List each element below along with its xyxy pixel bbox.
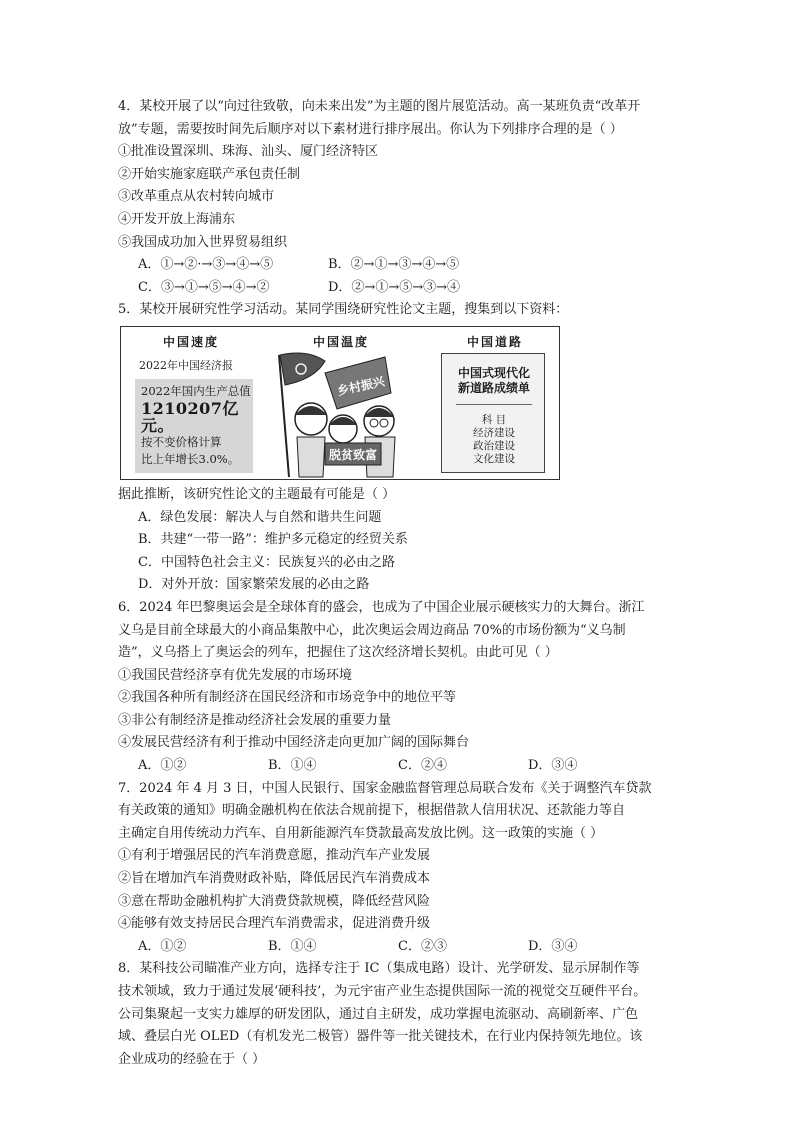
q8-stem-line: 域、叠层白光 OLED（有机发光二极管）器件等一批关键技术，在行业内保持领先地位。该 xyxy=(118,1029,643,1045)
q6-stem-line: 义乌是目前全球最大的小商品集散中心，此次奥运会周边商品 70%的市场份额为“义乌制 xyxy=(118,622,626,638)
exam-content xyxy=(118,96,678,1071)
q5-stem: 5．某校开展研究性学习活动。某同学围绕研究性论文主题，搜集到以下资料： xyxy=(118,302,569,318)
q7-stem-line: 7．2024 年 4 月 3 日，中国人民银行、国家金融监督管理总局联合发布《关于调整汽车贷款 xyxy=(118,780,652,796)
q6-option-b[interactable]: B．①④ xyxy=(268,758,317,774)
q6-item: ③非公有制经济是推动经济社会发展的重要力量 xyxy=(118,712,392,728)
q7-stem-line: 主确定自用传统动力汽车、自用新能源汽车贷款最高发放比例。这一政策的实施（ ） xyxy=(118,825,604,841)
q4-item: ①批准设置深圳、珠海、汕头、厦门经济特区 xyxy=(118,144,379,160)
subject-item: 政治建设 xyxy=(473,439,515,452)
q8-stem-line: 技术领域，致力于通过发展‘硬科技’，为元宇宙产业生态提供国际一流的视觉交互硬件平台。 xyxy=(118,984,647,999)
gdp-line: 按不变价格计算 xyxy=(141,434,222,449)
q7-option-a[interactable]: A．①② xyxy=(138,938,187,954)
q5-option-c[interactable]: C．中国特色社会主义：民族复兴的必由之路 xyxy=(138,554,395,570)
q7-item: ④能够有效支持居民合理汽车消费需求，促进消费升级 xyxy=(118,916,431,932)
q4-item: ④开发开放上海浦东 xyxy=(118,211,236,227)
q6-item: ②我国各种所有制经济在国民经济和市场竞争中的地位平等 xyxy=(118,690,457,706)
q5-figure xyxy=(120,326,560,480)
divider xyxy=(456,404,532,405)
q6-stem-line: 6．2024 年巴黎奥运会是全球体育的盛会，也成为了中国企业展示硬核实力的大舞台。浙江 xyxy=(118,599,645,615)
q4-options-row xyxy=(118,254,678,277)
panel-title: 中国温度 xyxy=(313,334,370,349)
q4-option-a[interactable]: A．①→②·→③→④→⑤ xyxy=(138,257,274,273)
q7-option-c[interactable]: C．②③ xyxy=(398,938,447,954)
question-4 xyxy=(118,96,678,299)
q4-item: ③改革重点从农村转向城市 xyxy=(118,189,275,205)
q4-option-c[interactable]: C．③→①→⑤→④→② xyxy=(138,279,270,295)
q4-item: ②开始实施家庭联产承包责任制 xyxy=(118,166,301,182)
q5-option-b[interactable]: B．共建“一带一路”：维护多元稳定的经贸关系 xyxy=(138,532,408,548)
subject-item: 经济建设 xyxy=(473,426,515,439)
subject-item: 文化建设 xyxy=(473,452,515,465)
q7-option-b[interactable]: B．①④ xyxy=(268,938,317,954)
q6-item: ④发展民营经济有利于推动中国经济走向更加广阔的国际舞台 xyxy=(118,735,470,751)
gdp-value: 1210207亿元。 xyxy=(141,398,239,435)
q4-stem-line: 放”专题，需要按时间先后顺序对以下素材进行排序展出。你认为下列排序合理的是（ ） xyxy=(118,121,623,137)
sign-text: 脱贫致富 xyxy=(329,447,378,462)
q7-stem-line: 有关政策的通知》明确金融机构在依法合规前提下，根据借款人信用状况、还款能力等自 xyxy=(118,803,626,819)
q6-item: ①我国民营经济享有优先发展的市场环境 xyxy=(118,667,353,683)
q6-option-d[interactable]: D．③④ xyxy=(528,758,578,774)
q5-after: 据此推断，该研究性论文的主题最有可能是（ ） xyxy=(118,486,396,502)
banner-text: 乡村振兴 xyxy=(335,374,386,398)
gdp-growth: 比上年增长3.0%。 xyxy=(141,451,240,466)
document-title-line: 中国式现代化 xyxy=(457,365,530,380)
q7-item: ②旨在增加汽车消费财政补贴，降低居民汽车消费成本 xyxy=(118,871,431,887)
panel-title: 中国道路 xyxy=(467,334,524,349)
q7-item: ①有利于增强居民的汽车消费意愿，推动汽车产业发展 xyxy=(118,848,431,864)
question-5 xyxy=(118,299,678,597)
q4-option-b[interactable]: B．②→①→③→④→⑤ xyxy=(328,257,460,273)
gdp-line: 2022年国内生产总值 xyxy=(141,383,251,398)
subject-header: 科 目 xyxy=(481,413,507,426)
q8-stem-line: 公司集聚起一支实力雄厚的研发团队，通过自主研发，成功掌握电流驱动、高刷新率、广色 xyxy=(118,1006,639,1022)
q4-item: ⑤我国成功加入世界贸易组织 xyxy=(118,234,288,250)
q6-option-c[interactable]: C．②④ xyxy=(398,758,447,774)
document-title-line: 新道路成绩单 xyxy=(457,380,530,395)
report-card-document xyxy=(441,353,545,473)
question-8 xyxy=(118,958,678,1071)
report-title: 2022年中国经济报 xyxy=(139,358,233,372)
q8-stem-line: 企业成功的经验在于（ ） xyxy=(118,1051,266,1067)
q5-option-a[interactable]: A．绿色发展：解决人与自然和谐共生问题 xyxy=(138,509,382,525)
q6-option-a[interactable]: A．①② xyxy=(138,758,187,774)
q4-options-row xyxy=(118,277,678,300)
q6-options-row xyxy=(118,755,678,778)
q4-stem-line: 4．某校开展了以“向过往致敬，向未来出发”为主题的图片展览活动。高一某班负责“改革开 xyxy=(118,99,641,114)
q7-options-row xyxy=(118,936,678,959)
document-subjects xyxy=(448,414,540,466)
q8-stem-line: 8．某科技公司瞄准产业方向，选择专注于 IC（集成电路）设计、光学研发、显示屏制作等 xyxy=(118,961,640,977)
q7-item: ③意在帮助金融机构扩大消费贷款规模，降低经营风险 xyxy=(118,893,431,909)
q6-stem-line: 造”，义乌搭上了奥运会的列车，把握住了这次经济增长契机。由此可见（ ） xyxy=(118,645,558,661)
panel-china-road xyxy=(121,327,560,479)
q5-option-d[interactable]: D．对外开放：国家繁荣发展的必由之路 xyxy=(138,577,370,593)
question-7 xyxy=(118,778,678,959)
question-6 xyxy=(118,597,678,778)
q7-option-d[interactable]: D．③④ xyxy=(528,938,578,954)
panel-title: 中国速度 xyxy=(163,334,220,349)
document-title xyxy=(448,366,540,396)
q4-option-d[interactable]: D．②→①→⑤→③→④ xyxy=(328,279,460,295)
